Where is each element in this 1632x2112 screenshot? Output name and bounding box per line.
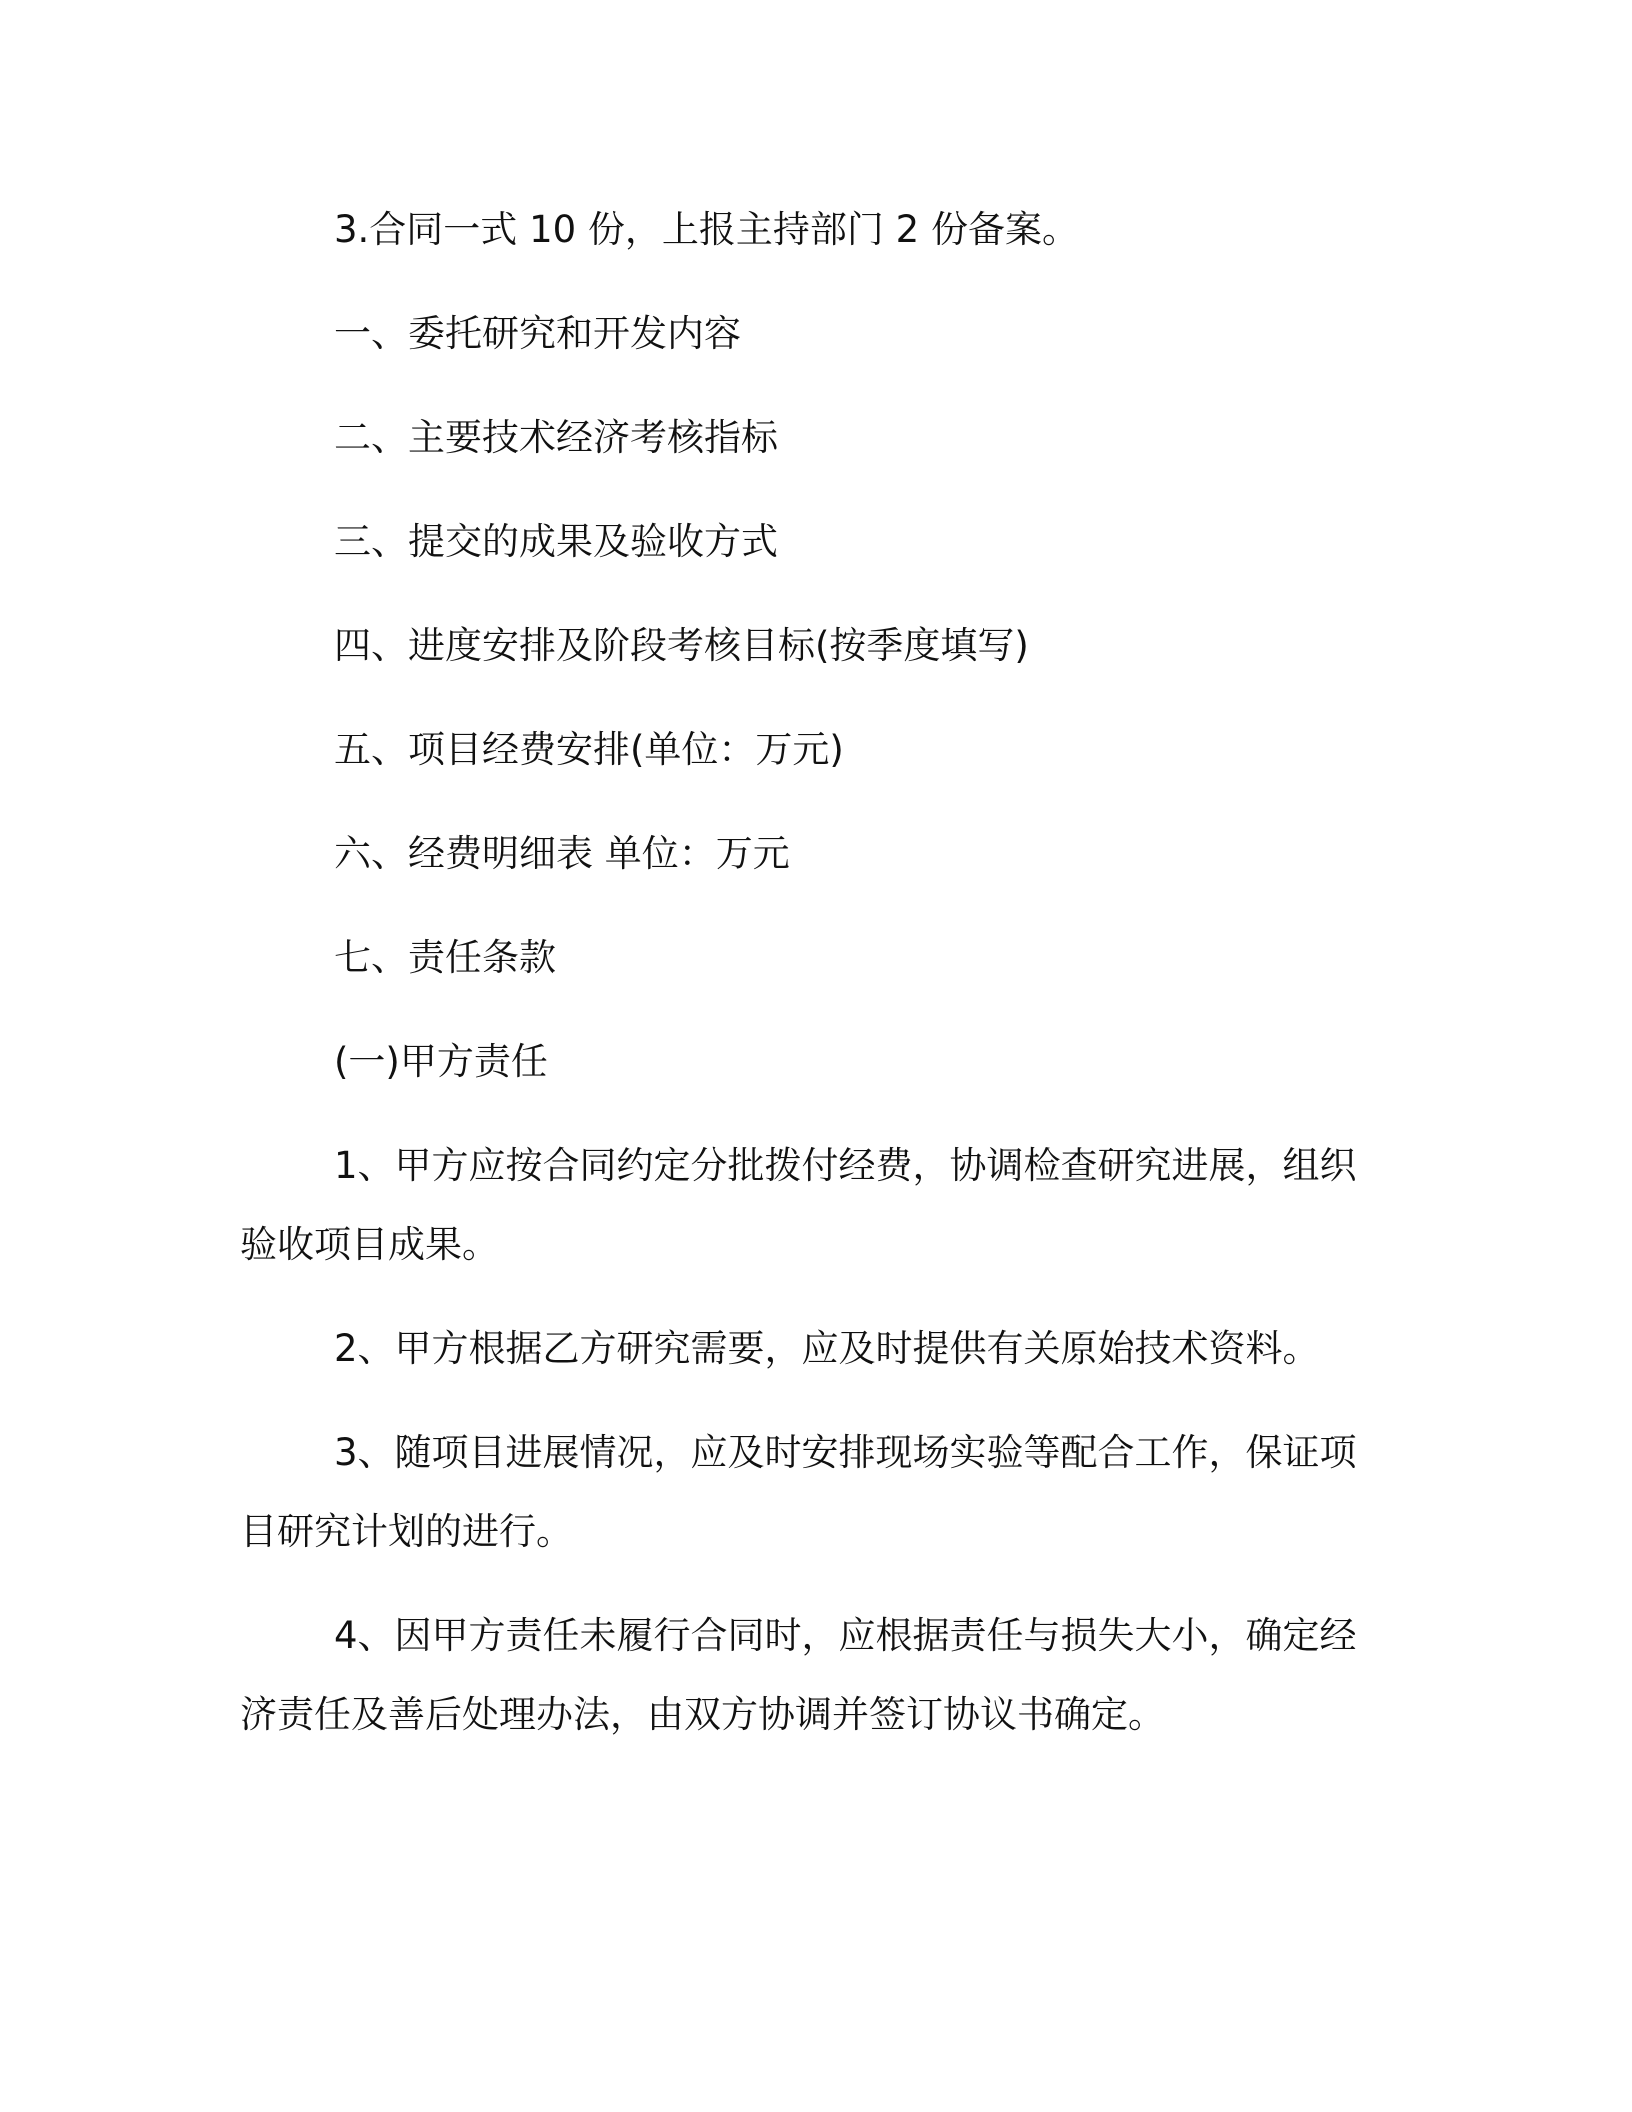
- paragraph-item-1: 1、甲方应按合同约定分批拨付经费，协调检查研究进展，组织验收项目成果。: [240, 1144, 1357, 1266]
- heading-responsibility-clauses: 七、责任条款: [334, 936, 556, 979]
- heading-research-content: 一、委托研究和开发内容: [334, 312, 741, 355]
- paragraph-item-2: 2、甲方根据乙方研究需要，应及时提供有关原始技术资料。: [334, 1327, 1320, 1370]
- heading-party-a-responsibility: (一)甲方责任: [334, 1040, 548, 1083]
- document-body: [240, 190, 1370, 1779]
- paragraph-item-3: 3、随项目进展情况，应及时安排现场实验等配合工作，保证项目研究计划的进行。: [240, 1431, 1357, 1553]
- paragraph-copies: 3.合同一式 10 份，上报主持部门 2 份备案。: [334, 208, 1079, 251]
- heading-schedule: 四、进度安排及阶段考核目标(按季度填写): [334, 624, 1029, 667]
- heading-deliverables: 三、提交的成果及验收方式: [334, 520, 778, 563]
- paragraph-item-4: 4、因甲方责任未履行合同时，应根据责任与损失大小，确定经济责任及善后处理办法，由双方协调并签订协议书确定。: [240, 1614, 1357, 1736]
- heading-expense-details: 六、经费明细表 单位：万元: [334, 832, 790, 875]
- heading-assessment-indicators: 二、主要技术经济考核指标: [334, 416, 778, 459]
- heading-funding: 五、项目经费安排(单位：万元): [334, 728, 844, 771]
